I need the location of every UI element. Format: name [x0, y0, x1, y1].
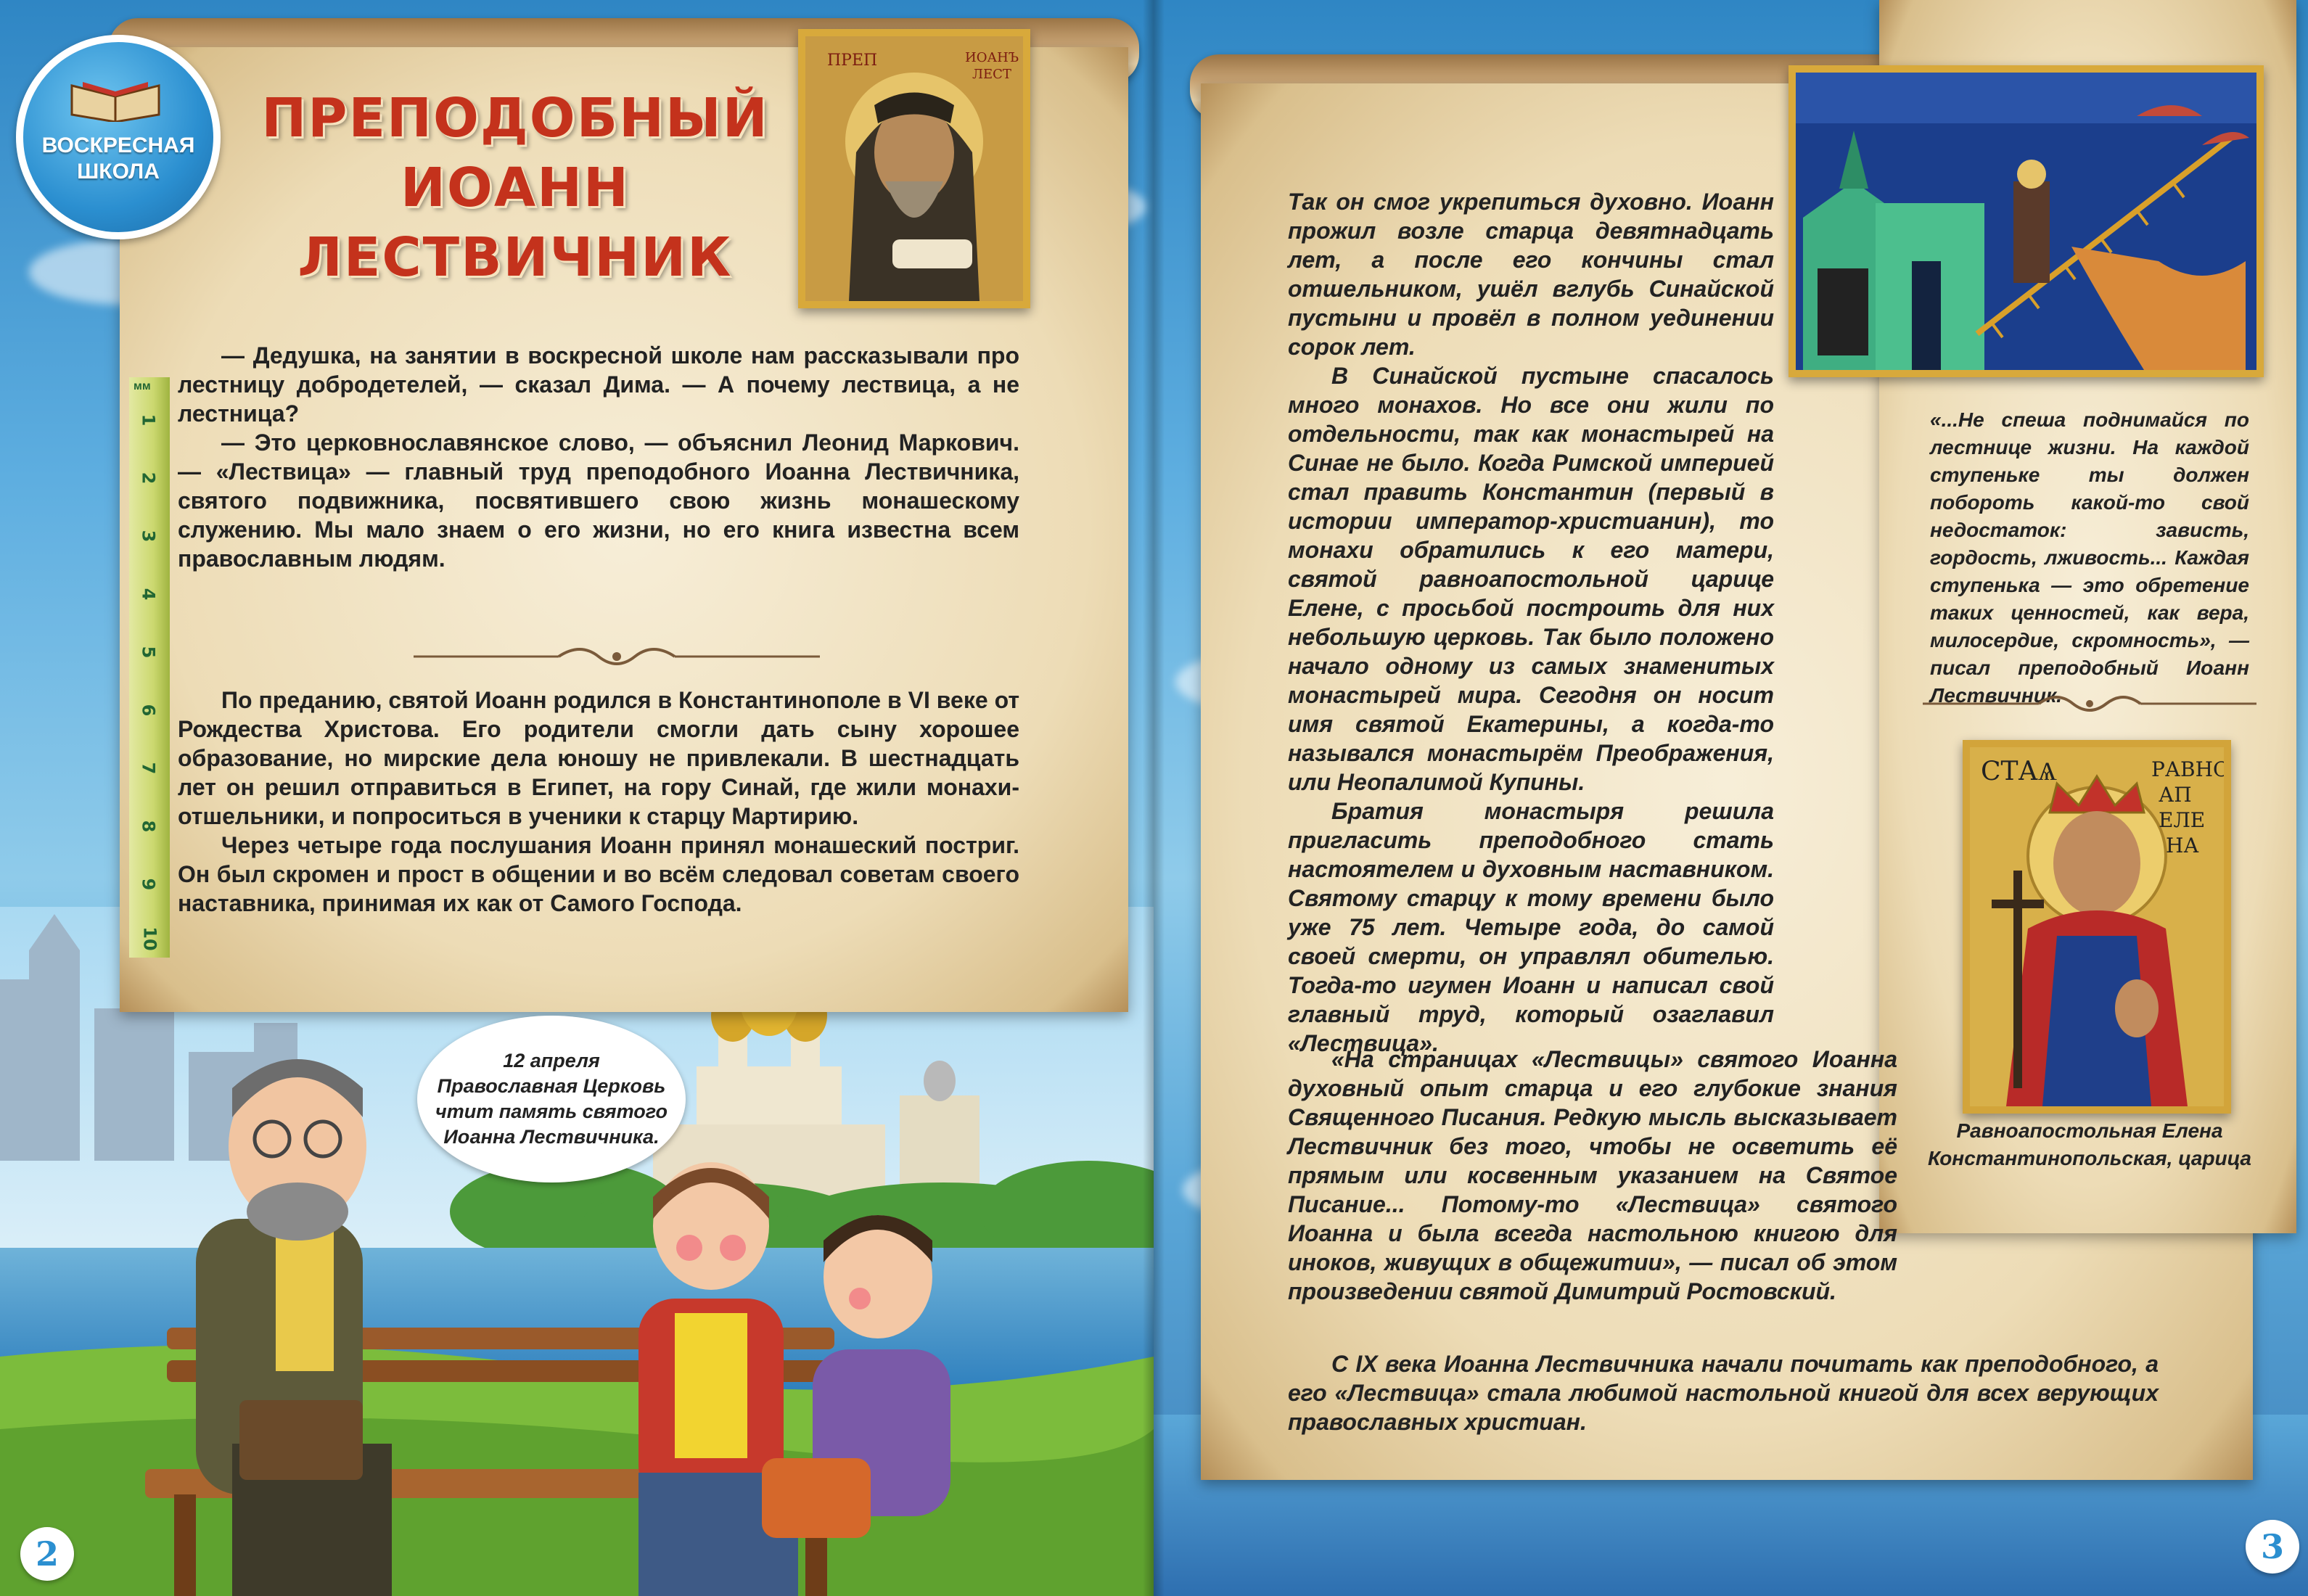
page-number-right: 3 — [2246, 1520, 2299, 1574]
caption-line: Равноапостольная Елена — [1956, 1119, 2223, 1142]
title-line-2: ИОАНН ЛЕСТВИЧНИК — [297, 157, 733, 289]
icon-inscription-3: ЛЕСТ — [972, 67, 1011, 82]
badge-line-2: ШКОЛА — [77, 160, 160, 184]
ornament-divider — [414, 638, 820, 675]
paragraph: — Это церковнославянское слово, — объяснил Леонид Маркович. — «Лествица» — главный труд преподобного Иоанна Лествичника, святого подвижника, посвятившего свою жизнь монашескому служению. Мы мало знаем о его жизни, но его книга известна всем православным людям. — [178, 429, 1019, 572]
ruler-decoration — [129, 377, 170, 958]
ruler-number: 5 — [138, 646, 159, 659]
icon-inscription-right-4: НА — [2166, 834, 2199, 857]
ornament-divider — [1923, 689, 2256, 718]
paragraph: С IX века Иоанна Лествичника начали почитать как преподобного, а его «Лествица» стала любимой настольной книгой для всех верующих православных христиан. — [1288, 1351, 2159, 1435]
ladder-of-ascent-icon — [1796, 73, 2256, 370]
paragraph: — Дедушка, на занятии в воскресной школе нам рассказывали про лестницу добродетелей, — сказал Дима. — А почему лествица, а не лестница? — [178, 342, 1019, 427]
ruler-number: 10 — [139, 926, 160, 951]
icon-inscription-right-2: АП — [2159, 783, 2192, 807]
main-text-final — [1288, 1349, 2159, 1436]
saint-helena-icon — [1970, 747, 2224, 1106]
ruler-unit: мм — [134, 380, 151, 392]
speech-line: Иоанна Лествичника. — [443, 1126, 660, 1148]
ruler-number: 4 — [138, 588, 159, 601]
badge-line-1: ВОСКРЕСНАЯ — [41, 133, 195, 157]
right-page — [1154, 0, 2308, 1596]
icon-inscription-1: ПРЕП — [827, 52, 878, 70]
book-icon — [68, 71, 163, 122]
saint-john-icon — [805, 36, 1023, 301]
sunday-school-badge — [16, 35, 221, 239]
paragraph: «На страницах «Лествицы» святого Иоанна духовный опыт старца и его глубокие знания Священного Писания. Редкую мысль высказывает Лествичник без того, чтобы не осветить её прямым или косвенным указанием на Святое Писание... Потому-то «Лествица» святого Иоанна и была всегда настольною книгою для иноков, живущих в общежитии», — писал об этом произведении святой Димитрий Ростовский. — [1288, 1046, 1897, 1304]
helena-caption — [1908, 1117, 2271, 1172]
page-title — [239, 83, 791, 292]
quote-text: «...Не спеша поднимайся по лестнице жизни. На каждой ступеньке ты должен побороть какой-то свой недостаток: зависть, гордость, лживость... Каждая ступенька — это обретение таких ценностей, как вера, милосердие, скромность», — писал преподобный Иоанн Лествичник. — [1930, 408, 2249, 707]
paragraph: Так он смог укрепиться духовно. Иоанн прожил возле старца девятнадцать лет, а после его кончины стал отшельником, ушёл вглубь Синайской пустыни и провёл в полном уединении сорок лет. — [1288, 189, 1774, 360]
icon-monastery — [1789, 65, 2264, 377]
speech-line: Православная Церковь — [437, 1075, 666, 1097]
ruler-number: 2 — [138, 472, 159, 485]
paragraph: По преданию, святой Иоанн родился в Константинополе в VI веке от Рождества Христова. Его родители смогли дать сыну хорошее образование, но мирские дела юношу не привлекали. В шестнадцать лет он решил отправиться в Египет, на гору Синай, где жили монахи-отшельники, и попроситься в ученики к старцу Мартирию. — [178, 687, 1019, 829]
biography-text — [178, 686, 1019, 918]
main-text-column — [1288, 187, 1774, 1058]
dialogue-text — [178, 341, 1019, 573]
icon-inscription-2: ИОАНЪ — [965, 50, 1019, 65]
ruler-number: 3 — [138, 530, 159, 543]
ruler-number: 6 — [138, 704, 159, 717]
icon-st-john — [798, 29, 1030, 308]
icon-inscription-right-3: ЕЛЕ — [2159, 808, 2206, 832]
caption-line: Константинопольская, царица — [1928, 1147, 2251, 1169]
icon-inscription-right-1: РАВНО — [2151, 757, 2224, 781]
ruler-number: 1 — [138, 414, 159, 427]
ruler-number: 9 — [138, 878, 159, 891]
ruler-number: 7 — [138, 762, 159, 775]
speech-bubble — [417, 1016, 686, 1182]
page-gutter — [1143, 0, 1165, 1596]
icon-helena — [1963, 740, 2231, 1114]
speech-line: 12 апреля — [503, 1050, 600, 1071]
icon-inscription-left: СТАѦ — [1981, 757, 2057, 786]
paragraph: Братия монастыря решила пригласить преподобного стать настоятелем и духовным наставником. Святому старцу к тому времени было уже 75 лет. Четыре года, до самой своей смерти, он управлял обителью. Тогда-то игумен Иоанн и написал свой главный труд, который озаглавил «Лествица». — [1288, 798, 1774, 1056]
page-number-left: 2 — [20, 1527, 74, 1581]
paragraph: Через четыре года послушания Иоанн принял монашеский постриг. Он был скромен и прост в общении и во всём следовал советам своего наставника, принимая их как от Самого Господа. — [178, 832, 1019, 916]
title-line-1: ПРЕПОДОБНЫЙ — [261, 87, 769, 149]
paragraph: В Синайской пустыне спасалось много монахов. Но все они жили по отдельности, так как монастырей на Синае не было. Когда Римской империей стал править Константин (первый в истории император-христианин), то монахи обратились к его матери, святой равноапостольной царице Елене, с просьбой построить для них небольшую церковь. Так было положено начало одному из самых знаменитых монастырей мира. Сегодня он носит имя святой Екатерины, а когда-то назывался монастырём Преображения, или Неопалимой Купины. — [1288, 363, 1774, 795]
ruler-number: 8 — [138, 820, 159, 833]
main-text-continued — [1288, 1045, 1897, 1306]
speech-line: чтит память святого — [435, 1101, 668, 1122]
